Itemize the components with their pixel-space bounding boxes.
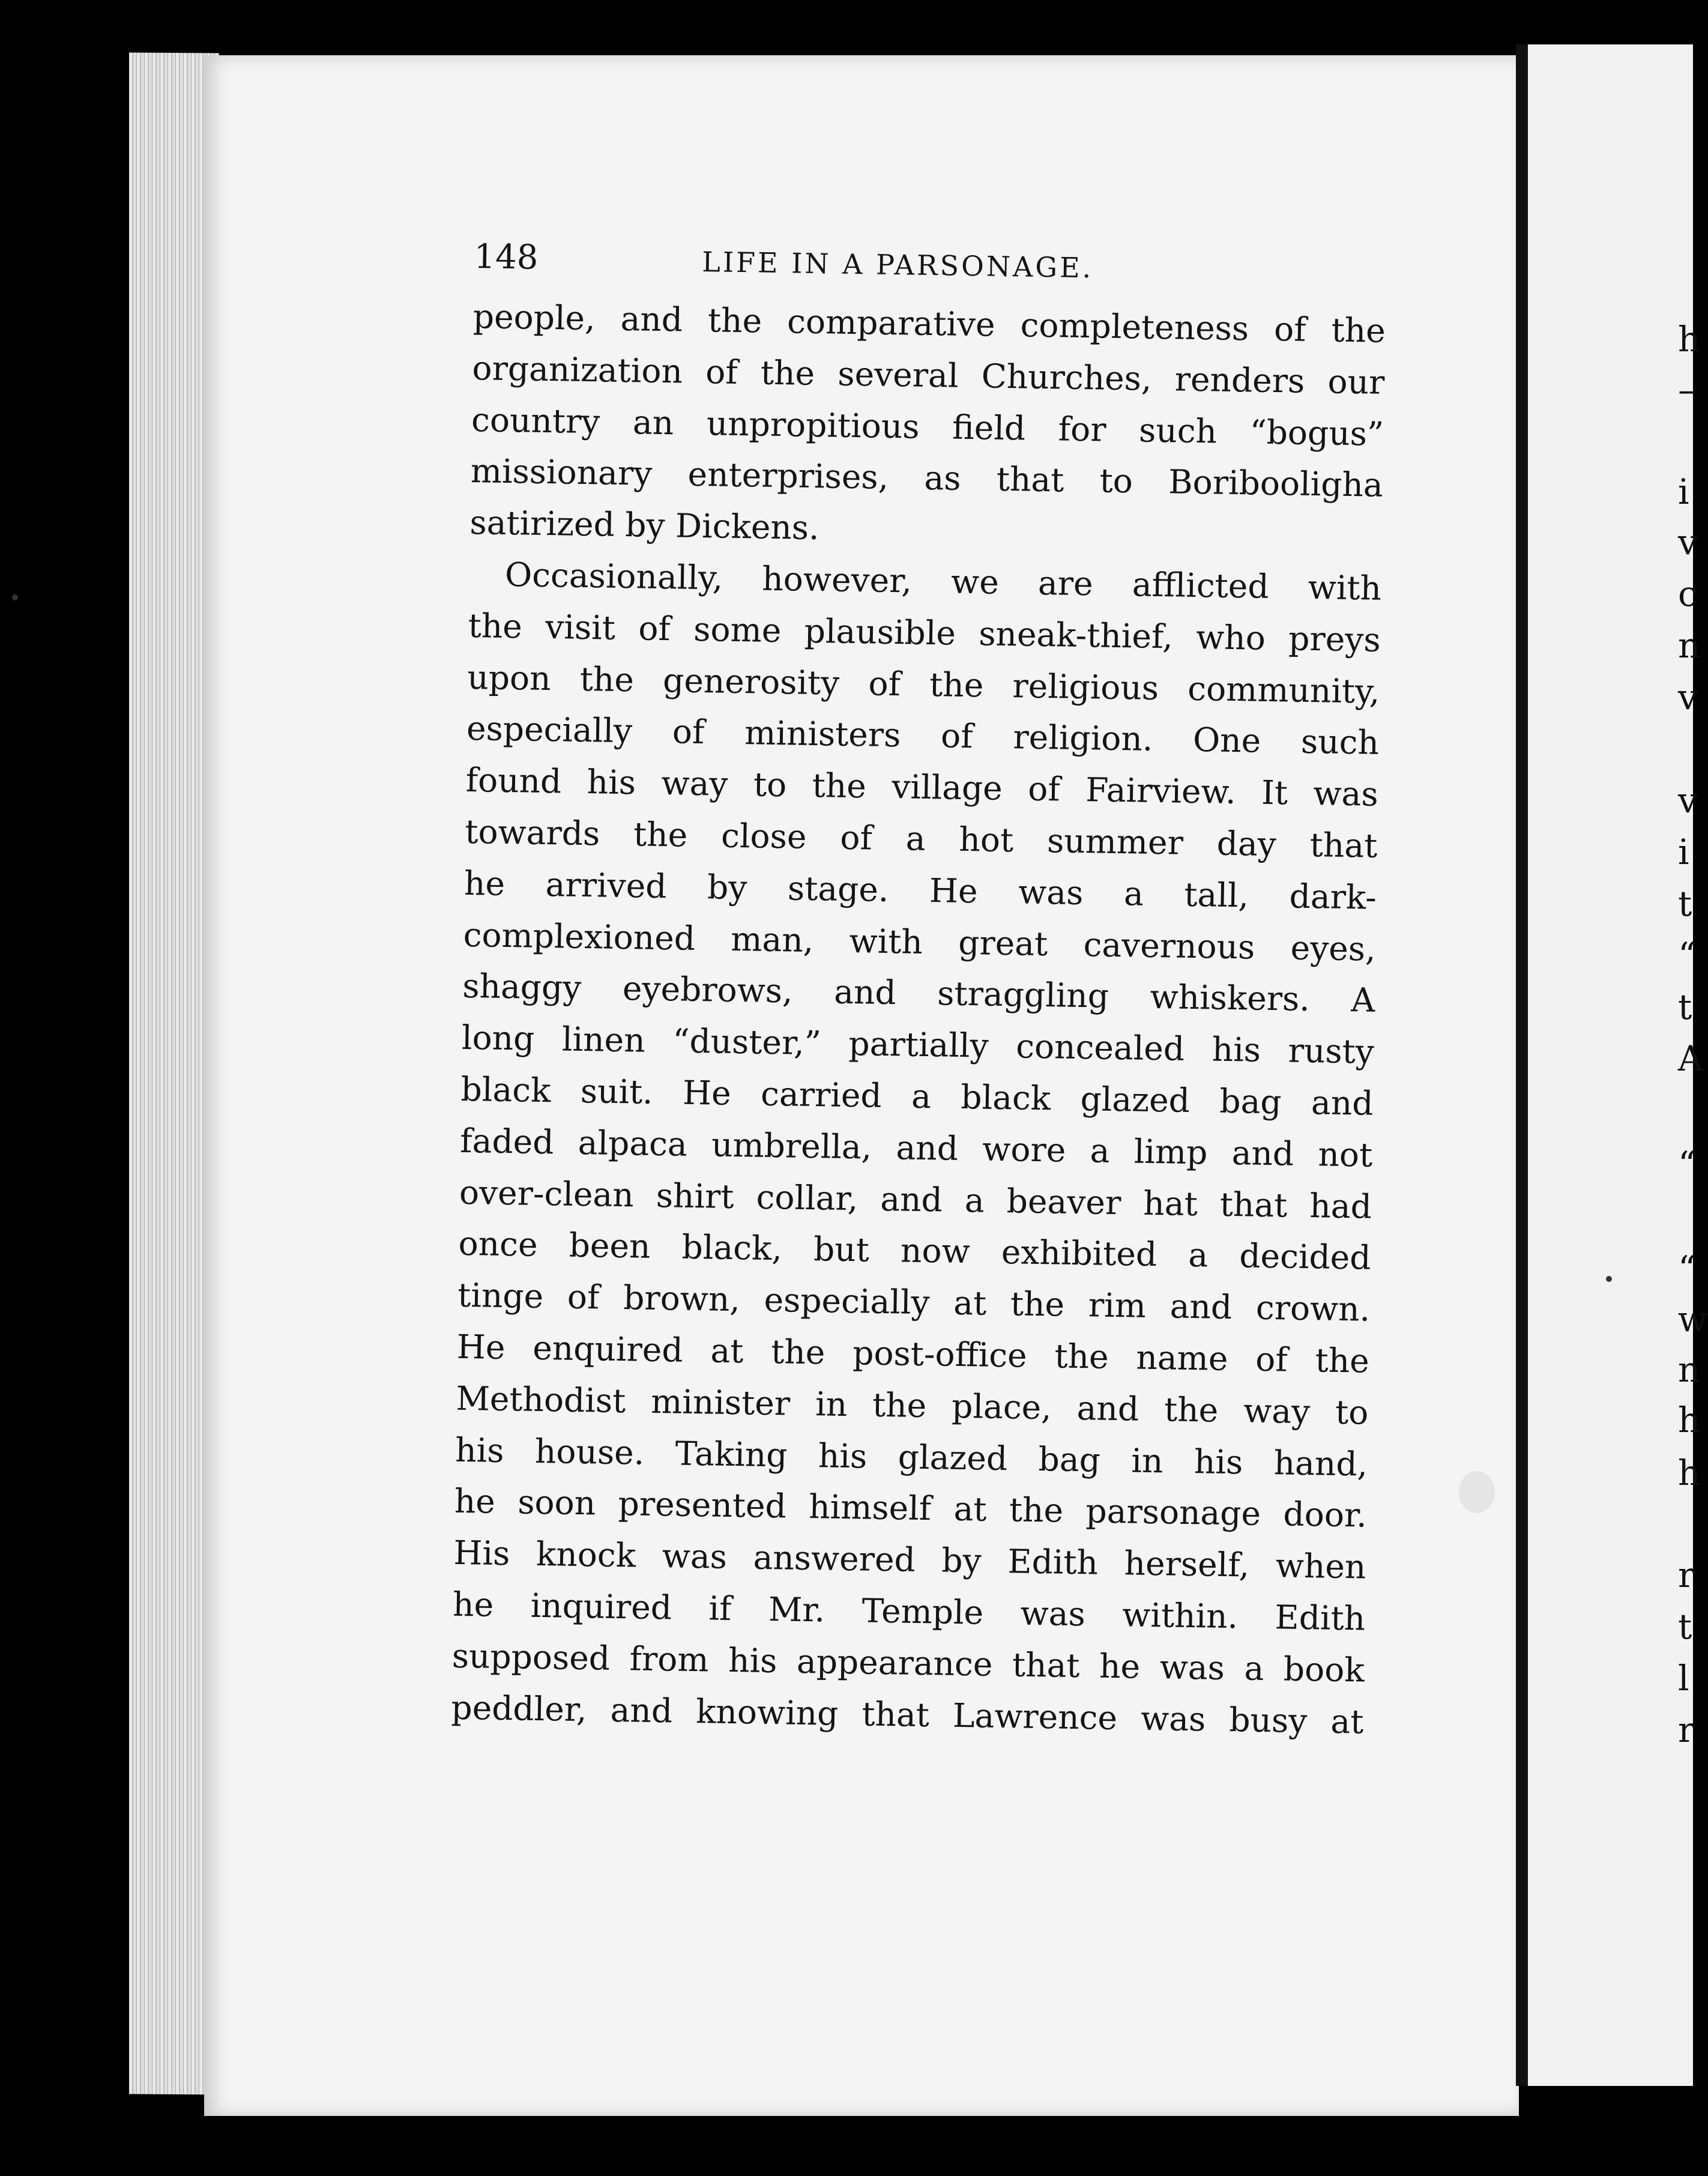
text-line: people, and the comparative completeness of the bbox=[472, 297, 1386, 350]
text-line: he soon presented himself at the parsonage door. bbox=[454, 1482, 1368, 1535]
text-line: he inquired if Mr. Temple was within. Edith bbox=[452, 1585, 1366, 1638]
facing-fragment: t bbox=[1678, 987, 1692, 1027]
facing-fragment: r bbox=[1678, 1709, 1695, 1750]
text-line: country an unpropitious field for such “bogus” bbox=[471, 400, 1384, 453]
text-line: supposed from his appearance that he was a book bbox=[451, 1636, 1365, 1690]
text-line: Occasionally, however, we are afflicted with bbox=[504, 555, 1382, 608]
facing-fragment: v bbox=[1678, 522, 1698, 563]
text-line: He enquired at the post-office the name of the bbox=[456, 1327, 1370, 1380]
text-line: peddler, and knowing that Lawrence was busy at bbox=[451, 1688, 1364, 1741]
facing-fragment: l bbox=[1678, 1658, 1689, 1699]
text-line: upon the generosity of the religious community, bbox=[466, 657, 1380, 711]
facing-fragment: v bbox=[1678, 780, 1698, 821]
running-title: LIFE IN A PARSONAGE. bbox=[701, 245, 1094, 285]
text-line: his house. Taking his glazed bag in his hand, bbox=[454, 1430, 1368, 1484]
page-number: 148 bbox=[473, 237, 539, 277]
text-line: faded alpaca umbrella, and wore a limp and not bbox=[459, 1121, 1373, 1174]
scan-speck bbox=[12, 594, 18, 600]
text-line: long linen “duster,” partially concealed his rusty bbox=[461, 1018, 1375, 1071]
text-line: he arrived by stage. He was a tall, dark- bbox=[463, 863, 1377, 917]
text-line: towards the close of a hot summer day that bbox=[464, 812, 1378, 865]
text-line: especially of ministers of religion. One such bbox=[466, 709, 1380, 763]
facing-fragment: t bbox=[1678, 883, 1692, 924]
text-line: shaggy eyebrows, and straggling whiskers. A bbox=[462, 967, 1375, 1020]
text-line: satirized by Dickens. bbox=[469, 503, 820, 548]
text-line: missionary enterprises, as that to Boribooligha bbox=[470, 452, 1384, 505]
text-line: once been black, but now exhibited a decided bbox=[458, 1224, 1371, 1278]
facing-fragment: v bbox=[1678, 677, 1698, 718]
right-page bbox=[1528, 44, 1708, 2086]
text-line: found his way to the village of Fairview. It was bbox=[465, 761, 1379, 814]
text-line: tinge of brown, especially at the rim and crown. bbox=[457, 1275, 1371, 1329]
facing-fragment: c bbox=[1678, 573, 1698, 614]
facing-fragment: – bbox=[1678, 369, 1695, 410]
page-content bbox=[451, 237, 1387, 1748]
book-gutter bbox=[1516, 44, 1528, 2086]
scan-speck bbox=[1606, 1276, 1612, 1282]
facing-fragment: w bbox=[1678, 1299, 1708, 1340]
facing-fragment: h bbox=[1678, 1452, 1701, 1493]
facing-fragment: i bbox=[1678, 471, 1689, 512]
facing-fragment: r bbox=[1678, 1555, 1695, 1595]
facing-fragment: h bbox=[1678, 1400, 1701, 1440]
text-line: organization of the several Churches, renders our bbox=[472, 348, 1385, 402]
facing-fragment: h bbox=[1678, 319, 1701, 360]
facing-fragment: t bbox=[1678, 1606, 1692, 1647]
scan-smudge bbox=[1459, 1471, 1495, 1513]
facing-fragment: “ bbox=[1678, 1248, 1696, 1289]
facing-fragment: “ bbox=[1678, 935, 1696, 976]
facing-fragment: n bbox=[1678, 1349, 1701, 1390]
text-line: black suit. He carried a black glazed bag and bbox=[460, 1069, 1374, 1123]
facing-fragment: n bbox=[1678, 625, 1701, 666]
text-line: Methodist minister in the place, and the way to bbox=[456, 1379, 1369, 1432]
text-line: His knock was answered by Edith herself, when bbox=[453, 1533, 1366, 1586]
text-line: the visit of some plausible sneak-thief, who preys bbox=[468, 606, 1381, 659]
text-line: over-clean shirt collar, and a beaver hat that had bbox=[459, 1173, 1372, 1226]
facing-fragment: i bbox=[1678, 832, 1689, 872]
facing-fragment: “ bbox=[1678, 1144, 1696, 1185]
facing-fragment: A bbox=[1678, 1038, 1703, 1079]
text-line: complexioned man, with great cavernous eyes, bbox=[463, 915, 1377, 969]
